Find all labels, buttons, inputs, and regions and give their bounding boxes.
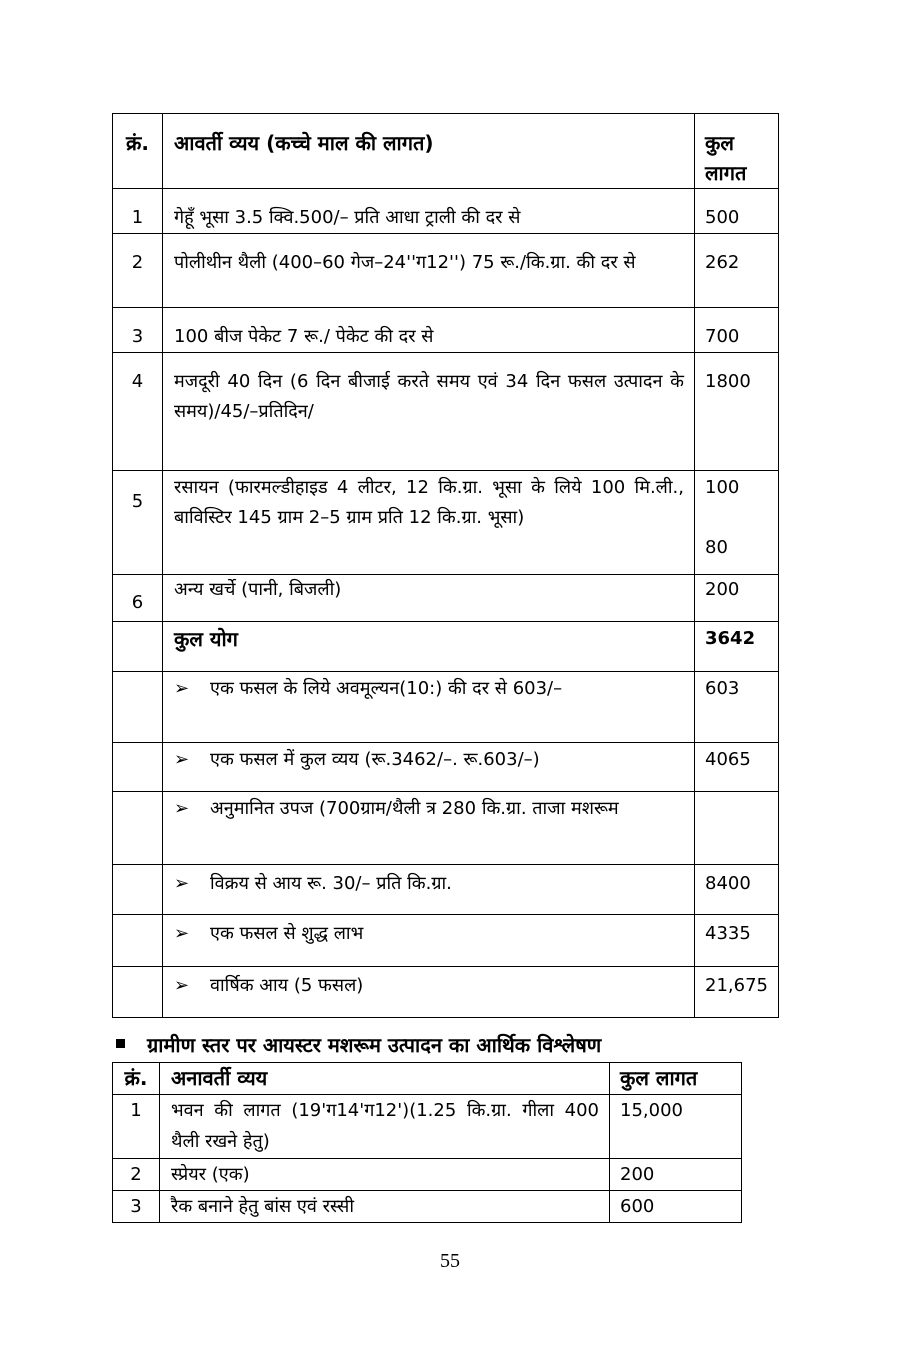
- bullet-text: एक फसल के लिये अवमूल्यन(10:) की दर से 603/–: [210, 678, 563, 699]
- non-recurring-cost-table: [112, 1062, 742, 1223]
- row-cost-primary: 100: [705, 477, 740, 498]
- row-description: गेहूँ भूसा 3.5 क्वि.500/– प्रति आधा ट्राली की दर से: [163, 189, 695, 234]
- row-cost: 1800: [695, 353, 779, 471]
- row-serial: 3: [113, 308, 163, 353]
- table-row: [113, 189, 779, 234]
- bullet-row: [113, 743, 779, 792]
- bullet-text: विक्रय से आय रू. 30/– प्रति कि.ग्रा.: [210, 873, 452, 894]
- header-cost: कुल लागत: [695, 114, 779, 189]
- header-description: अनावर्ती व्यय: [160, 1063, 610, 1095]
- bullet-text: अनुमानित उपज (700ग्राम/थैली त्र 280 कि.ग्रा. ताजा मशरूम: [210, 798, 619, 819]
- row-description: अन्य खर्चे (पानी, बिजली): [163, 575, 695, 622]
- arrow-bullet-icon: ➢: [174, 873, 190, 894]
- header-cost: कुल लागत: [610, 1063, 742, 1095]
- row-cost-secondary: 80: [705, 537, 728, 558]
- bullet-serial-empty: [113, 967, 163, 1018]
- row-serial: 4: [113, 353, 163, 471]
- bullet-row: [113, 865, 779, 915]
- row-description: 100 बीज पेकेट 7 रू./ पेकेट की दर से: [163, 308, 695, 353]
- bullet-cell: [163, 915, 695, 967]
- table-row: [113, 234, 779, 308]
- row-cost: 200: [695, 575, 779, 622]
- arrow-bullet-icon: ➢: [174, 923, 190, 944]
- row-serial: 6: [113, 575, 163, 622]
- row-cost: 262: [695, 234, 779, 308]
- row-cost: 600: [610, 1191, 742, 1223]
- bullet-serial-empty: [113, 792, 163, 865]
- row-serial: 1: [113, 1095, 160, 1159]
- row-cost: 700: [695, 308, 779, 353]
- table-row: [113, 575, 779, 622]
- row-serial: 1: [113, 189, 163, 234]
- row-description: रसायन (फारमल्डीहाइड 4 लीटर, 12 कि.ग्रा. भूसा के लिये 100 मि.ली., बाविस्टिर 145 ग्राम 2–5 ग्राम प्रति 12 कि.ग्रा. भूसा): [163, 471, 695, 575]
- bullet-text: एक फसल में कुल व्यय (रू.3462/–. रू.603/–): [210, 749, 540, 770]
- section-heading-text: ग्रामीण स्तर पर आयस्टर मशरूम उत्पादन का आर्थिक विश्लेषण: [147, 1033, 602, 1057]
- row-description: रैक बनाने हेतु बांस एवं रस्सी: [160, 1191, 610, 1223]
- row-serial: 2: [113, 234, 163, 308]
- total-row: [113, 622, 779, 672]
- table-row: [113, 471, 779, 575]
- bullet-serial-empty: [113, 865, 163, 915]
- bullet-cost: 21,675: [695, 967, 779, 1018]
- row-cost: 500: [695, 189, 779, 234]
- bullet-serial-empty: [113, 743, 163, 792]
- row-serial: 3: [113, 1191, 160, 1223]
- bullet-text: वार्षिक आय (5 फसल): [210, 975, 364, 996]
- table-row: [113, 1191, 742, 1223]
- page-number: 55: [440, 1250, 460, 1272]
- bullet-row: [113, 967, 779, 1018]
- row-description: पोलीथीन थैली (400–60 गेज–24''ग12'') 75 रू./कि.ग्रा. की दर से: [163, 234, 695, 308]
- bullet-cell: [163, 672, 695, 743]
- table-header-row: [113, 1063, 742, 1095]
- arrow-bullet-icon: ➢: [174, 975, 190, 996]
- row-serial: 5: [113, 471, 163, 575]
- row-cost: [695, 471, 779, 575]
- bullet-row: [113, 672, 779, 743]
- bullet-cell: [163, 865, 695, 915]
- square-bullet-icon: [116, 1039, 125, 1048]
- arrow-bullet-icon: ➢: [174, 798, 190, 819]
- header-description: आवर्ती व्यय (कच्चे माल की लागत): [163, 114, 695, 189]
- total-label: कुल योग: [163, 622, 695, 672]
- header-serial: क्रं.: [113, 114, 163, 189]
- bullet-cell: [163, 743, 695, 792]
- bullet-row: [113, 915, 779, 967]
- bullet-cost: 603: [695, 672, 779, 743]
- recurring-cost-table: [112, 113, 779, 1018]
- section-heading: [116, 1030, 601, 1060]
- table-row: [113, 308, 779, 353]
- bullet-cost: [695, 792, 779, 865]
- arrow-bullet-icon: ➢: [174, 678, 190, 699]
- header-serial: क्रं.: [113, 1063, 160, 1095]
- bullet-serial-empty: [113, 672, 163, 743]
- row-cost: 200: [610, 1159, 742, 1191]
- row-description: स्प्रेयर (एक): [160, 1159, 610, 1191]
- table-row: [113, 353, 779, 471]
- table-row: [113, 1159, 742, 1191]
- row-description: मजदूरी 40 दिन (6 दिन बीजाई करते समय एवं 34 दिन फसल उत्पादन के समय)/45/–प्रतिदिन/: [163, 353, 695, 471]
- table-header-row: [113, 114, 779, 189]
- total-cost: 3642: [695, 622, 779, 672]
- row-cost: 15,000: [610, 1095, 742, 1159]
- bullet-cost: 4065: [695, 743, 779, 792]
- row-serial: 2: [113, 1159, 160, 1191]
- bullet-cost: 4335: [695, 915, 779, 967]
- bullet-cell: [163, 967, 695, 1018]
- bullet-cost: 8400: [695, 865, 779, 915]
- bullet-text: एक फसल से शुद्ध लाभ: [210, 923, 364, 944]
- arrow-bullet-icon: ➢: [174, 749, 190, 770]
- bullet-serial-empty: [113, 915, 163, 967]
- total-serial-empty: [113, 622, 163, 672]
- table-row: [113, 1095, 742, 1159]
- bullet-row: [113, 792, 779, 865]
- bullet-cell: [163, 792, 695, 865]
- row-description: भवन की लागत (19'ग14'ग12')(1.25 कि.ग्रा. गीला 400 थैली रखने हेतु): [160, 1095, 610, 1159]
